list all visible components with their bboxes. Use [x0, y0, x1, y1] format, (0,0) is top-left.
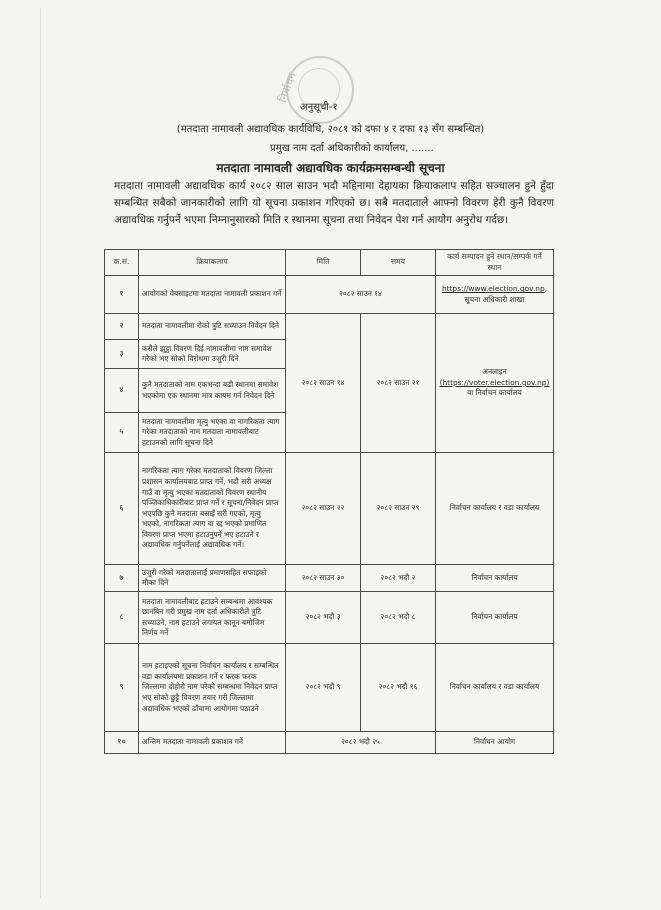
row-time: २०८२ भदौ २	[361, 565, 436, 592]
row-office-extra: , सूचना अधिकारी शाखा	[464, 284, 548, 304]
table-row	[105, 314, 554, 340]
row-sn: ९	[105, 644, 139, 732]
merged-office	[436, 314, 554, 453]
table-row	[105, 644, 554, 732]
intro-paragraph: मतदाता नामावली अद्यावधिक कार्य २०८२ साल साउन भदौ महिनामा देहायका क्रियाकलाप सहित सञ्चालन हुने हुँदा सम्बन्धित सबैको जानकारीको लागि यो सूचना प्रकाशन गरिएको छ। सबै मतदाताले आफ्नो विवरण हेरी कुनै विवरण अद्यावधिक गर्नुपर्ने भएमा निम्नानुसारको मिति र स्थानमा सूचना तथा निवेदन पेश गर्न आयोग अनुरोध गर्दछ।	[114, 180, 554, 226]
header-date: मिति	[286, 250, 361, 276]
table-row	[105, 592, 554, 644]
header-activity: क्रियाकलाप	[139, 250, 286, 276]
row-date: २०८२ साउन ३०	[286, 565, 361, 592]
voter-portal-link[interactable]: (https://voter.election.gov.np)	[439, 377, 550, 387]
row-sn: ६	[105, 453, 139, 565]
row-activity: उजुरी गरेको मतदातालाई प्रमाणसहित सफाइको मौका दिने	[139, 565, 286, 592]
scan-edge	[40, 8, 41, 898]
table-row	[105, 565, 554, 592]
table-row	[105, 453, 554, 565]
row-activity: नाम हटाइएको सूचना निर्वाचन कार्यालय र सम्बन्धित वडा कार्यालयमा प्रकाशन गर्ने र फरक फरक जिल्लामा दोहोरो नाम परेको सम्बन्धमा निवेदन प्राप्त भए सोको छुट्टै विवरण तयार गरी जिल्लामा अद्यावधिक भएको ढाँचामा आयोगमा पठाउने	[139, 644, 286, 732]
header-office: कार्य सम्पादन हुने स्थान/सम्पर्क गर्ने स्थान	[436, 250, 554, 276]
header-time: समय	[361, 250, 436, 276]
row-sn: २	[105, 314, 139, 340]
header-sn: क.सं.	[105, 250, 139, 276]
annex-label: अनुसूची-१	[300, 102, 338, 113]
seal-text: निर्वाचन	[276, 70, 299, 105]
row-sn: ४	[105, 369, 139, 413]
table-row	[105, 276, 554, 314]
row-sn: १	[105, 276, 139, 314]
election-website-link[interactable]: https://www.election.gov.np	[441, 284, 545, 294]
row-sn: ३	[105, 340, 139, 369]
row-sn: ८	[105, 592, 139, 644]
table-header-row	[105, 250, 554, 276]
merged-date: २०८२ साउन १४	[286, 314, 361, 453]
merged-office-pre: अनलाइन	[482, 367, 507, 377]
row-sn: ५	[105, 413, 139, 453]
row-date: २०८२ साउन १४	[286, 276, 436, 314]
row-date: २०८२ साउन २२	[286, 453, 361, 565]
row-sn: १०	[105, 732, 139, 754]
row-time: २०८२ भदौ १६	[361, 644, 436, 732]
row-date: २०८२ भदौ ९	[286, 644, 361, 732]
row-activity: मतदाता नामावलीमा मृत्यु भएका वा नागरिकता त्याग गरेका मतदाताको नाम मतदाता नामावलीबाट हटाउनको लागि सूचना दिने	[139, 413, 286, 453]
row-office: निर्वाचन कार्यालय र वडा कार्यालय	[436, 644, 554, 732]
row-activity: नागरिकता त्याग गरेका मतदाताको विवरण जिल्ला प्रशासन कार्यालयबाट प्राप्त गर्ने, भदौ सरी अध्यक्ष गाउँ वा मृत्यु भएका मतदाताको विवरण स्थानीय पञ्जिकाधिकारीबाट प्राप्त गर्ने र सूचना/निवेदन प्राप्त भएपछि कुनै मतदाता बसाइँ सरी गएको, मृत्यु भएको, नागरिकता त्याग वा रद्द भएको प्रमाणित विवरण प्राप्त भएमा हटाउनुपर्ने भए हटाउने र अद्यावधिक गर्नुपर्नेलाई अद्यावधिक गर्ने।	[139, 453, 286, 565]
row-date: २०८२ भदौ ३	[286, 592, 361, 644]
subtitle: (मतदाता नामावली अद्यावधिक कार्यविधि, २०८१ को दफा ४ र दफा १३ सँग सम्बन्धित)	[176, 124, 485, 135]
row-sn: ७	[105, 565, 139, 592]
notice-title: मतदाता नामावली अद्यावधिक कार्यक्रमसम्बन्धी सूचना	[216, 161, 445, 175]
schedule-table	[104, 249, 554, 754]
row-office: निर्वाचन कार्यालय	[436, 592, 554, 644]
row-activity: मतदाता नामावलीमा रोको त्रुटि सच्याउन निवेदन दिने	[139, 314, 286, 340]
row-activity: आयोगको वेबसाइटमा मतदाता नामावली प्रकाशन गर्ने	[139, 276, 286, 314]
row-activity: कुनै मतदाताको नाम एकभन्दा बढी स्थानमा समावेश भएकोमा एक स्थानमा मात्र कायम गर्न निवेदन दिने	[139, 369, 286, 413]
row-office	[436, 276, 554, 314]
row-time: २०८२ भदौ ८	[361, 592, 436, 644]
row-activity: अन्तिम मतदाता नामावली प्रकाशन गर्ने	[139, 732, 286, 754]
row-office: निर्वाचन कार्यालय	[436, 565, 554, 592]
office-line: प्रमुख नाम दर्ता अधिकारीको कार्यालय, .......	[270, 143, 434, 154]
office-seal	[276, 56, 354, 124]
row-office: निर्वाचन आयोग	[436, 732, 554, 754]
row-activity: कसैले झुट्ठा विवरण दिई नामावलीमा नाम समावेश गरेको भए सोको विरोधमा उजुरी दिने	[139, 340, 286, 369]
row-time: २०८२ साउन २९	[361, 453, 436, 565]
merged-office-post: वा निर्वाचन कार्यालय	[467, 388, 522, 398]
merged-time: २०८२ साउन २१	[361, 314, 436, 453]
row-date: २०८२ भदौ २५	[286, 732, 436, 754]
row-office: निर्वाचन कार्यालय र वडा कार्यालय	[436, 453, 554, 565]
table-row	[105, 732, 554, 754]
row-activity: मतदाता नामावलीबाट हटाउने सम्बन्धमा आवश्यक छानबिन गरी प्रमुख नाम दर्ता अधिकारीले त्रुटि सच्याउने, नाम हटाउने लगायत कानून बमोजिम निर्णय गर्ने	[139, 592, 286, 644]
